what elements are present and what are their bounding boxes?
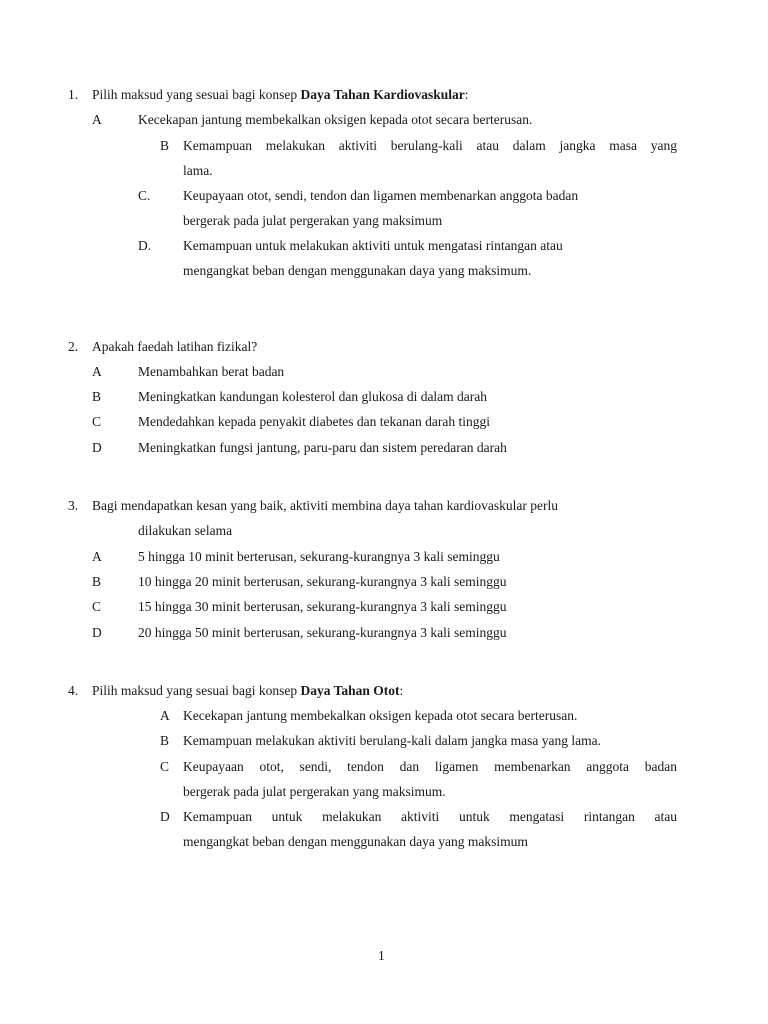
q1-option-d-letter: D. xyxy=(138,238,152,253)
q4-option-b-letter: B xyxy=(160,733,170,748)
q1-option-d-text-line2: mengangkat beban dengan menggunakan daya yang maksimum. xyxy=(183,263,532,278)
q1-option-c-text-line1: Keupayaan otot, sendi, tendon dan ligamen membenarkan anggota badan xyxy=(183,188,579,203)
q3-stem-line2: dilakukan selama xyxy=(138,523,233,538)
q1-option-d-text-line1: Kemampuan untuk melakukan aktiviti untuk mengatasi rintangan atau xyxy=(183,238,563,253)
q4-option-c-letter: C xyxy=(160,759,170,774)
q4-stem: Pilih maksud yang sesuai bagi konsep Daya Tahan Otot: xyxy=(92,683,404,698)
q3-option-a-text: 5 hingga 10 minit berterusan, sekurang-kurangnya 3 kali seminggu xyxy=(138,549,500,564)
q4-option-c-text-line2: bergerak pada julat pergerakan yang maksimum. xyxy=(183,784,446,799)
q2-option-b-letter: B xyxy=(92,389,102,404)
q1-option-b-letter: B xyxy=(160,138,170,153)
q1-option-b-text-line1: Kemampuan melakukan aktiviti berulang-kali atau dalam jangka masa yang xyxy=(183,138,677,153)
q4-option-a-text: Kecekapan jantung membekalkan oksigen kepada otot secara berterusan. xyxy=(183,708,578,723)
q2-stem: Apakah faedah latihan fizikal? xyxy=(92,339,258,354)
q4-option-d-text-line2: mengangkat beban dengan menggunakan daya yang maksimum xyxy=(183,834,528,849)
q4-option-d-text-line1: Kemampuan untuk melakukan aktiviti untuk mengatasi rintangan atau xyxy=(183,809,677,824)
q2-option-c-text: Mendedahkan kepada penyakit diabetes dan tekanan darah tinggi xyxy=(138,414,490,429)
q4-option-d-letter: D xyxy=(160,809,170,824)
q1-stem: Pilih maksud yang sesuai bagi konsep Daya Tahan Kardiovaskular: xyxy=(92,87,469,102)
q2-option-d-text: Meningkatkan fungsi jantung, paru-paru dan sistem peredaran darah xyxy=(138,440,507,455)
q3-option-b-text: 10 hingga 20 minit berterusan, sekurang-kurangnya 3 kali seminggu xyxy=(138,574,507,589)
q2-option-d-letter: D xyxy=(92,440,102,455)
q3-option-d-text: 20 hingga 50 minit berterusan, sekurang-kurangnya 3 kali seminggu xyxy=(138,625,507,640)
q1-option-b-text-line2: lama. xyxy=(183,163,213,178)
q1-option-c-text-line2: bergerak pada julat pergerakan yang maksimum xyxy=(183,213,443,228)
q3-number: 3. xyxy=(68,498,79,513)
q1-option-a-text: Kecekapan jantung membekalkan oksigen kepada otot secara berterusan. xyxy=(138,112,533,127)
q4-option-b-text: Kemampuan melakukan aktiviti berulang-kali dalam jangka masa yang lama. xyxy=(183,733,601,748)
page-number: 1 xyxy=(378,948,385,963)
q3-option-d-letter: D xyxy=(92,625,102,640)
q3-option-c-letter: C xyxy=(92,599,102,614)
q4-option-a-letter: A xyxy=(160,708,170,723)
q1-concept: Daya Tahan Kardiovaskular xyxy=(300,87,465,102)
q2-option-c-letter: C xyxy=(92,414,102,429)
q2-option-b-text: Meningkatkan kandungan kolesterol dan glukosa di dalam darah xyxy=(138,389,488,404)
q4-option-c-text-line1: Keupayaan otot, sendi, tendon dan ligamen membenarkan anggota badan xyxy=(183,759,677,774)
q3-stem-line1: Bagi mendapatkan kesan yang baik, aktiviti membina daya tahan kardiovaskular perlu xyxy=(92,498,558,513)
q4-number: 4. xyxy=(68,683,79,698)
q4-concept: Daya Tahan Otot xyxy=(300,683,400,698)
q2-option-a-text: Menambahkan berat badan xyxy=(138,364,285,379)
q3-option-a-letter: A xyxy=(92,549,102,564)
q1-number: 1. xyxy=(68,87,79,102)
q3-option-c-text: 15 hingga 30 minit berterusan, sekurang-kurangnya 3 kali seminggu xyxy=(138,599,507,614)
q3-option-b-letter: B xyxy=(92,574,102,589)
q1-option-a-letter: A xyxy=(92,112,102,127)
q2-number: 2. xyxy=(68,339,79,354)
q1-option-c-letter: C. xyxy=(138,188,151,203)
q2-option-a-letter: A xyxy=(92,364,102,379)
